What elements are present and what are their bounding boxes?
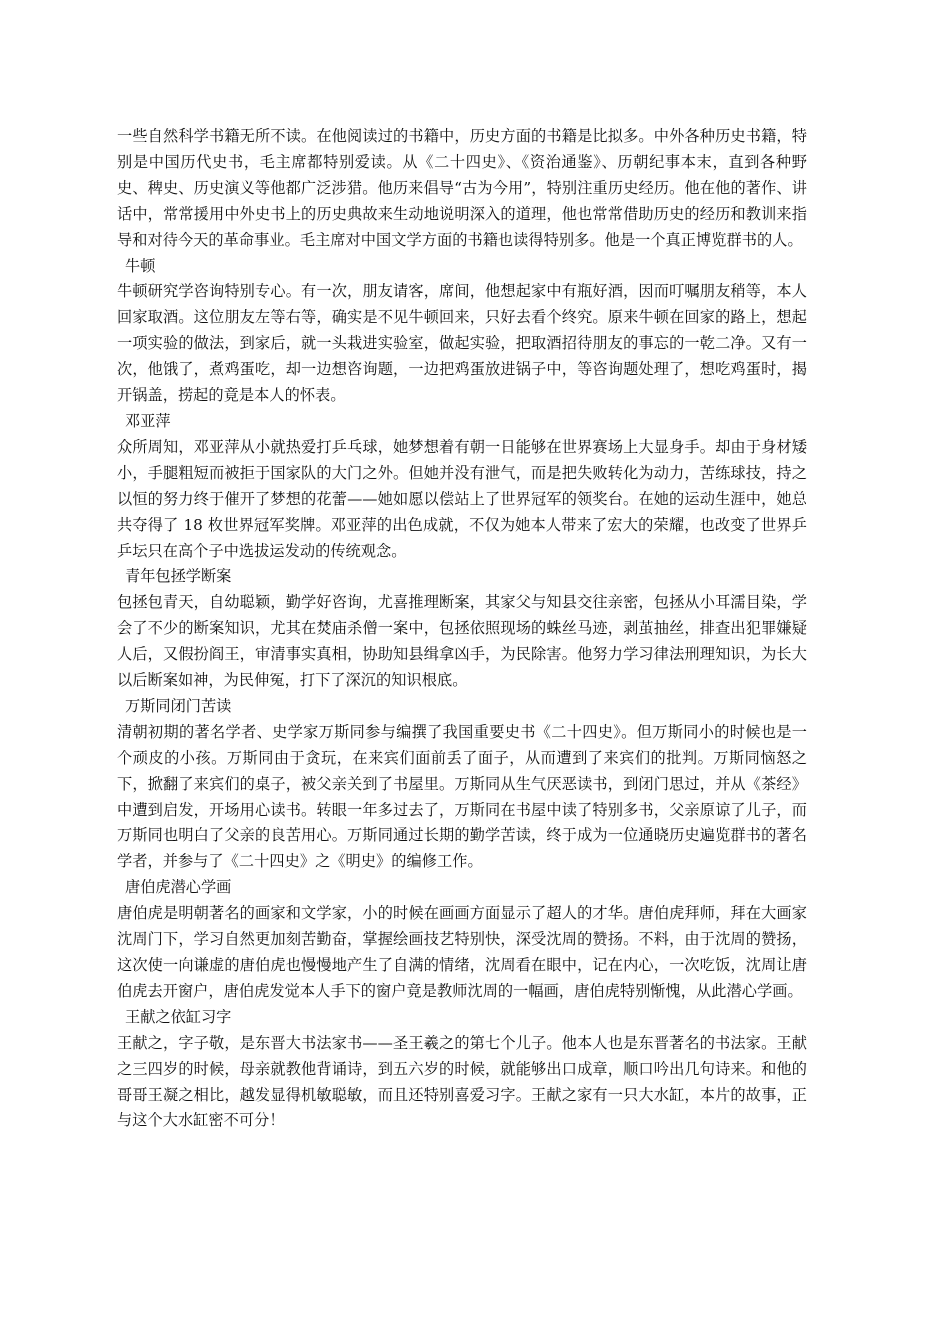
section-heading-wang-xianzhi: 王献之依缸习字 xyxy=(125,1007,232,1026)
section-body-tang-bohu: 唐伯虎是明朝著名的画家和文学家，小的时候在画画方面显示了超人的才华。唐伯虎拜师，拜在大画家沈周门下，学习自然更加刻苦勤奋，掌握绘画技艺特别快，深受沈周的赞扬。不料，由于沈周的赞扬，这次使一向谦虚的唐伯虎也慢慢地产生了自满的情绪，沈周看在眼中，记在内心，一次吃饭，沈周让唐伯虎去开窗户，唐伯虎发觉本人手下的窗户竟是教师沈周的一幅画，唐伯虎特别惭愧，从此潜心学画。 xyxy=(117,904,807,1000)
section-body-newton: 牛顿研究学咨询特别专心。有一次，朋友请客，席间，他想起家中有瓶好酒，因而叮嘱朋友稍等，本人回家取酒。这位朋友左等右等，确实是不见牛顿回来，只好去看个终究。原来牛顿在回家的路上，想起一项实验的做法，到家后，就一头栽进实验室，做起实验，把取酒招待朋友的事忘的一乾二净。又有一次，他饿了，煮鸡蛋吃，却一边想咨询题，一边把鸡蛋放进锅子中，等咨询题处理了，想吃鸡蛋时，揭开锅盖，捞起的竟是本人的怀表。 xyxy=(117,282,807,405)
section-heading-newton: 牛顿 xyxy=(125,256,156,275)
section-heading-deng-yaping: 邓亚萍 xyxy=(125,411,171,430)
intro-paragraph: 一些自然科学书籍无所不读。在他阅读过的书籍中，历史方面的书籍是比拟多。中外各种历史书籍，特别是中国历代史书，毛主席都特别爱读。从《二十四史》、《资治通鉴》、历朝纪事本末，直到各种野史、稗史、历史演义等他都广泛涉猎。他历来倡导“古为今用”，特别注重历史经历。他在他的著作、讲话中，常常援用中外史书上的历史典故来生动地说明深入的道理，他也常常借助历史的经历和教训来指导和对待今天的革命事业。毛主席对中国文学方面的书籍也读得特别多。他是一个真正博览群书的人。 xyxy=(117,127,807,249)
section-heading-wan-sitong: 万斯同闭门苦读 xyxy=(125,696,232,715)
document-page xyxy=(117,124,807,1134)
section-body-wang-xianzhi: 王献之，字子敬，是东晋大书法家书——圣王羲之的第七个儿子。他本人也是东晋著名的书法家。王献之三四岁的时候，母亲就教他背诵诗，到五六岁的时候，就能够出口成章，顺口吟出几句诗来。和他的哥哥王凝之相比，越发显得机敏聪敏，而且还特别喜爱习字。王献之家有一只大水缸，本片的故事，正与这个大水缸密不可分！ xyxy=(117,1033,807,1130)
section-body-wan-sitong: 清朝初期的著名学者、史学家万斯同参与编撰了我国重要史书《二十四史》。但万斯同小的时候也是一个顽皮的小孩。万斯同由于贪玩，在来宾们面前丢了面子，从而遭到了来宾们的批判。万斯同恼怒之下，掀翻了来宾们的桌子，被父亲关到了书屋里。万斯同从生气厌恶读书，到闭门思过，并从《茶经》中遭到启发，开场用心读书。转眼一年多过去了，万斯同在书屋中读了特别多书，父亲原谅了儿子，而万斯同也明白了父亲的良苦用心。万斯同通过长期的勤学苦读，终于成为一位通晓历史遍览群书的著名学者，并参与了《二十四史》之《明史》的编修工作。 xyxy=(117,722,807,871)
section-body-bao-zheng: 包拯包青天，自幼聪颖，勤学好咨询，尤喜推理断案，其家父与知县交往亲密，包拯从小耳濡目染，学会了不少的断案知识，尤其在焚庙杀僧一案中，包拯依照现场的蛛丝马迹，剥茧抽丝，排查出犯罪嫌疑人后，又假扮阎王，审清事实真相，协助知县缉拿凶手，为民除害。他努力学习律法刑理知识，为长大以后断案如神，为民伸冤，打下了深沉的知识根底。 xyxy=(117,593,807,690)
section-heading-tang-bohu: 唐伯虎潜心学画 xyxy=(125,878,232,897)
section-heading-bao-zheng: 青年包拯学断案 xyxy=(125,567,232,586)
section-body-deng-yaping: 众所周知，邓亚萍从小就热爱打乒乓球，她梦想着有朝一日能够在世界赛场上大显身手。却由于身材矮小，手腿粗短而被拒于国家队的大门之外。但她并没有泄气，而是把失败转化为动力，苦练球技，持之以恒的努力终于催开了梦想的花蕾——她如愿以偿站上了世界冠军的领奖台。在她的运动生涯中，她总共夺得了 18 枚世界冠军奖牌。邓亚萍的出色成就，不仅为她本人带来了宏大的荣耀，也改变了世界乒乒坛只在高个子中选拔运发动的传统观念。 xyxy=(117,437,807,560)
